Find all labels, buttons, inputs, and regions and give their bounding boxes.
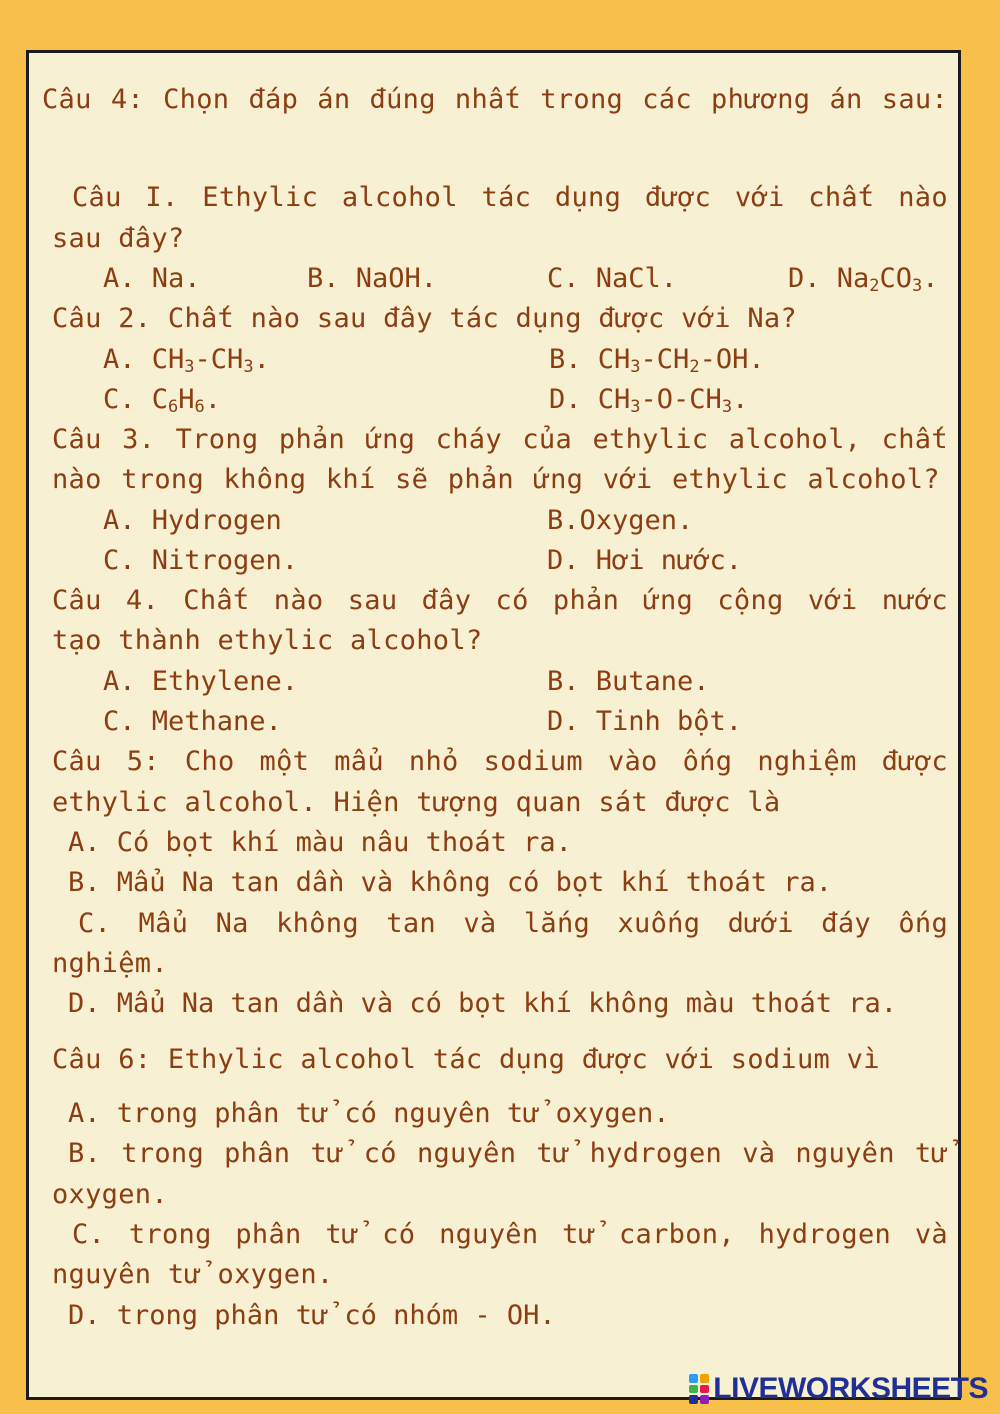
q4-option-b[interactable]: B. Butane. <box>547 666 710 697</box>
word: ethylic <box>671 464 788 495</box>
word: xuống <box>617 908 701 939</box>
word: tan <box>386 908 436 939</box>
word: có <box>363 1138 397 1169</box>
word: phản <box>447 464 514 495</box>
word: phản <box>552 585 620 616</box>
q1-option-a[interactable]: A. Na. <box>103 263 201 294</box>
word: trong <box>128 1219 212 1250</box>
word: 3. <box>122 424 156 455</box>
liveworksheets-logo-icon <box>689 1374 709 1404</box>
word: Na <box>215 908 249 939</box>
word: Câu <box>52 746 102 777</box>
word: và <box>914 1219 948 1250</box>
q3-option-d[interactable]: D. Hơi nước. <box>547 545 743 576</box>
word: án <box>317 84 351 115</box>
word: lắng <box>523 908 591 939</box>
word: đáp <box>248 84 299 115</box>
q5-option-d[interactable]: D. Mẩu Na tan dần và có bọt khí không màu thoát ra. <box>68 988 898 1019</box>
word: vào <box>607 746 658 777</box>
q5-option-c[interactable] <box>78 904 948 944</box>
word: tử <box>562 1219 596 1250</box>
word: sau <box>347 585 398 616</box>
q6-option-c[interactable] <box>72 1215 948 1255</box>
question-3-line-1 <box>52 420 948 460</box>
word: sẽ <box>395 464 429 495</box>
word: Trong <box>175 424 259 455</box>
word: nghiệm <box>757 746 857 777</box>
word: nguyên <box>416 1138 517 1169</box>
word: Chọn <box>163 84 230 115</box>
q1-option-d[interactable]: D. $Na_2CO_3$. <box>788 263 939 296</box>
word: được <box>881 746 948 777</box>
word: 4. <box>125 585 160 616</box>
word: ống <box>898 908 948 939</box>
word: cháy <box>435 424 502 455</box>
q6-option-a[interactable]: A. trong phân tử có nguyên tử oxygen. <box>68 1098 670 1129</box>
word: các <box>642 84 692 115</box>
word: với <box>807 585 858 616</box>
word: nào <box>273 585 324 616</box>
word: với <box>734 182 785 213</box>
q6-option-b-cont: oxygen. <box>52 1179 168 1210</box>
word: C. <box>72 1219 106 1250</box>
word: 5: <box>126 746 160 777</box>
question-4-line-2: tạo thành ethylic alcohol? <box>52 625 483 656</box>
word: nguyên <box>439 1219 539 1250</box>
word: không <box>276 908 359 939</box>
word: nhỏ <box>408 746 459 777</box>
word: tử <box>325 1219 359 1250</box>
question-2-line-1: Câu 2. Chất nào sau đây tác dụng được với Na? <box>52 303 797 334</box>
question-6-line-1: Câu 6: Ethylic alcohol tác dụng được với sodium vì <box>52 1044 880 1075</box>
word: Câu <box>72 182 122 213</box>
word: đây <box>421 585 472 616</box>
word: có <box>495 585 529 616</box>
word: mẩu <box>334 746 384 777</box>
word: một <box>259 746 310 777</box>
word: Cho <box>184 746 235 777</box>
q2-option-a[interactable]: A. $CH_3-CH_3$. <box>103 344 270 377</box>
word: tử <box>914 1138 948 1169</box>
word: B. <box>68 1138 102 1169</box>
word: và <box>463 908 497 939</box>
q1-option-b[interactable]: B. NaOH. <box>307 263 438 294</box>
word: sau: <box>881 84 948 115</box>
question-5-line-1 <box>52 742 948 782</box>
word: phương <box>711 84 811 115</box>
q4-option-c[interactable]: C. Methane. <box>103 706 282 737</box>
question-1-line-2: sau đây? <box>52 223 185 254</box>
word: ứng <box>365 424 416 455</box>
q5-option-b[interactable]: B. Mẩu Na tan dần và không có bọt khí thoát ra. <box>68 867 833 898</box>
word: hydrogen <box>758 1219 892 1250</box>
word: chất <box>881 424 948 455</box>
word: nào <box>52 464 102 495</box>
word: ứng <box>643 585 694 616</box>
word: được <box>644 182 712 213</box>
word: không <box>223 464 307 495</box>
q3-option-c[interactable]: C. Nitrogen. <box>103 545 299 576</box>
q5-option-c-cont: nghiệm. <box>52 948 168 979</box>
question-3-line-2 <box>52 460 940 500</box>
word: alcohol, <box>728 424 862 455</box>
word: nhất <box>454 84 522 115</box>
word: với <box>602 464 653 495</box>
word: alcohol? <box>807 464 940 495</box>
word: ethylic <box>592 424 709 455</box>
word: sodium <box>483 746 583 777</box>
word: tử <box>310 1138 344 1169</box>
word: ứng <box>533 464 584 495</box>
liveworksheets-logo <box>689 1372 988 1406</box>
question-4-line-1 <box>52 581 948 621</box>
q2-option-d[interactable]: D. $CH_3-O-CH_3$. <box>549 384 749 417</box>
word: đúng <box>369 84 436 115</box>
word: nào <box>898 182 948 213</box>
word: dưới <box>727 908 794 939</box>
word: của <box>522 424 573 455</box>
word: cộng <box>717 585 784 616</box>
word: dụng <box>554 182 622 213</box>
word: phân <box>224 1138 291 1169</box>
word: hydrogen <box>589 1138 723 1169</box>
word: ống <box>682 746 733 777</box>
word: alcohol <box>341 182 458 213</box>
word: carbon, <box>619 1219 735 1250</box>
word: nước <box>881 585 948 616</box>
word: Câu <box>52 424 102 455</box>
q5-option-a[interactable]: A. Có bọt khí màu nâu thoát ra. <box>68 827 572 858</box>
word: trong <box>540 84 624 115</box>
q6-option-b[interactable] <box>68 1134 948 1174</box>
word: trong <box>121 464 204 495</box>
word: phân <box>235 1219 302 1250</box>
word: và <box>742 1138 776 1169</box>
word: Câu <box>52 585 102 616</box>
word: đáy <box>821 908 871 939</box>
q2-option-b[interactable]: B. $CH_3-CH_2-OH$. <box>549 344 765 377</box>
q3-option-b[interactable]: B.Oxygen. <box>547 505 694 536</box>
word: án <box>829 84 863 115</box>
liveworksheets-brand-text: LIVEWORKSHEETS <box>713 1372 988 1405</box>
q1-option-c[interactable]: C. NaCl. <box>547 263 678 294</box>
word: trong <box>121 1138 205 1169</box>
word: Câu <box>42 84 92 115</box>
q3-option-a[interactable]: A. Hydrogen <box>103 505 282 536</box>
word: tác <box>481 182 532 213</box>
q2-option-c[interactable]: C. $C_6H_6$. <box>103 384 222 417</box>
q4-option-a[interactable]: A. Ethylene. <box>103 666 299 697</box>
word: nguyên <box>795 1138 895 1169</box>
word: C. <box>78 908 112 939</box>
q4-option-d[interactable]: D. Tinh bột. <box>547 706 743 737</box>
word: có <box>382 1219 416 1250</box>
word: I. <box>145 182 179 213</box>
word: phản <box>278 424 346 455</box>
q6-option-c-cont: nguyên tử oxygen. <box>52 1259 334 1290</box>
word: tử <box>536 1138 570 1169</box>
word: Mẩu <box>138 908 189 939</box>
word: chất <box>808 182 875 213</box>
word: Chất <box>183 585 250 616</box>
word: 4: <box>110 84 144 115</box>
word: khí <box>325 464 376 495</box>
q6-option-d[interactable]: D. trong phân tử có nhóm - OH. <box>68 1300 556 1331</box>
question-5-line-2: ethylic alcohol. Hiện tượng quan sát được là <box>52 787 781 818</box>
section-header <box>42 80 948 120</box>
word: Ethylic <box>202 182 319 213</box>
question-1-line-1 <box>72 178 948 218</box>
